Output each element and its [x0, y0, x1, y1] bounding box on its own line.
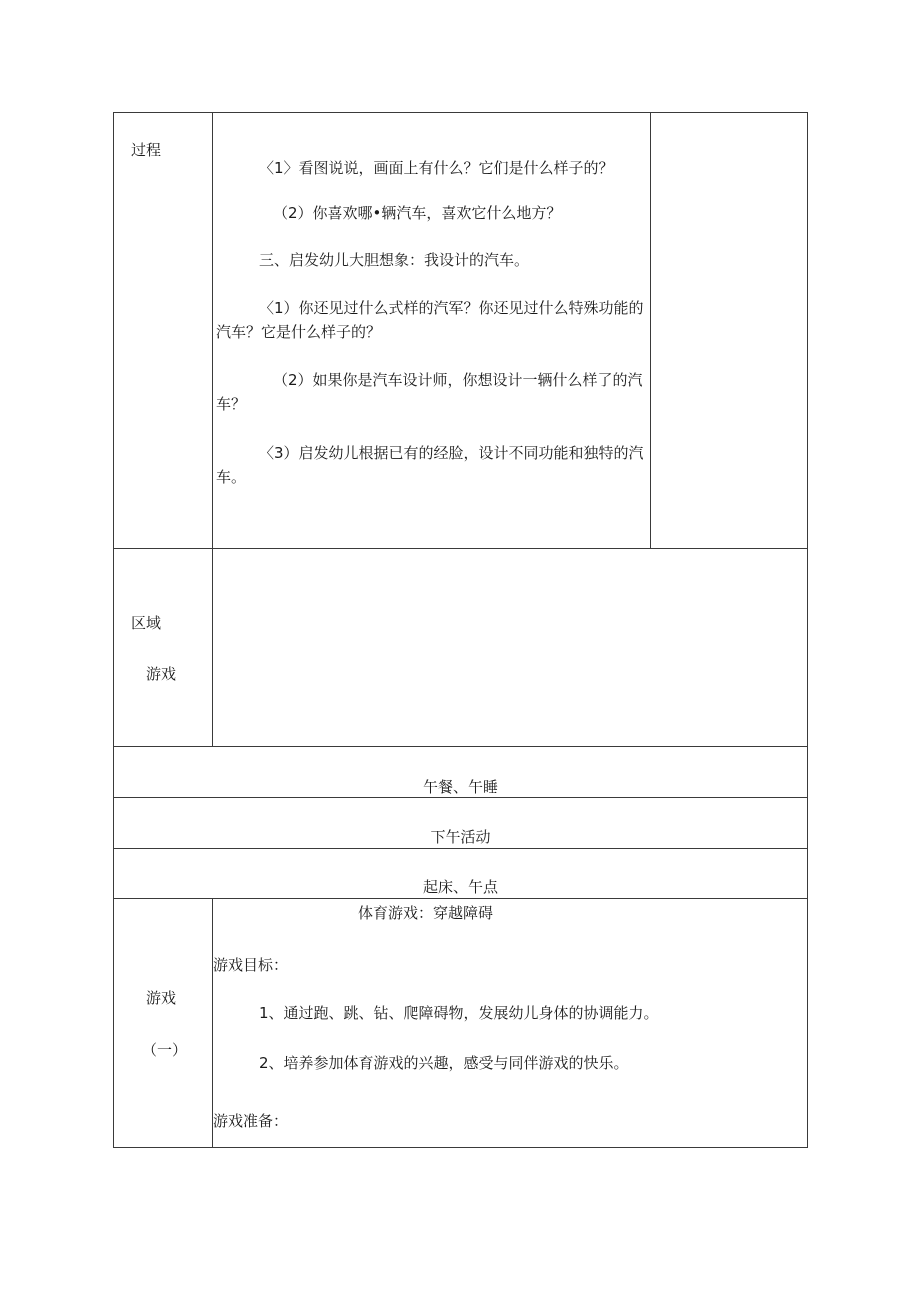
- game-title: 体育游戏：穿越障碍: [358, 904, 494, 922]
- process-item-4: 〈1）你还见过什么式样的汽军？你还见过什么特殊功能的汽车？它是什么样子的？: [216, 299, 644, 341]
- process-item-3: 三、启发幼儿大胆想象：我设计的汽车。: [259, 251, 530, 269]
- game-label-line1: 游戏: [146, 989, 177, 1007]
- lunch-row-text: 午餐、午睡: [422, 778, 498, 796]
- process-item-2: （2）你喜欢哪•辆汽车，喜欢它什么地方？: [273, 204, 562, 222]
- table-border-bottom: [113, 1147, 808, 1148]
- process-item-5: （2）如果你是汽车设计师，你想设计一辆什么样了的汽车？: [216, 371, 643, 413]
- row-divider-area: [113, 746, 808, 747]
- process-label: 过程: [131, 141, 162, 159]
- game-prep-heading: 游戏准备：: [213, 1112, 289, 1130]
- game-goal-heading: 游戏目标：: [213, 956, 289, 974]
- game-goal-2: 2、培养参加体育游戏的兴趣，感受与同伴游戏的快乐。: [259, 1054, 629, 1072]
- area-label-line1: 区域: [131, 614, 162, 632]
- area-label-line2: 游戏: [146, 665, 177, 683]
- table-border-right: [807, 112, 808, 1148]
- game-goal-1: 1、通过跑、跳、钻、爬障碍物，发展幼儿身体的协调能力。: [259, 1004, 659, 1022]
- game-label-line2: （一）: [142, 1041, 188, 1059]
- wakeup-row-text: 起床、午点: [422, 878, 498, 896]
- column-divider-notes: [650, 112, 651, 549]
- process-item-1: 〈1〉看图说说，画面上有什么？它们是什么样子的？: [259, 159, 614, 177]
- table-border-top: [113, 112, 808, 113]
- table-border-left: [113, 112, 114, 1148]
- column-divider-label: [212, 112, 213, 747]
- afternoon-row-text: 下午活动: [430, 828, 491, 846]
- process-item-6: 〈3）启发幼儿根据已有的经脸，设计不同功能和独特的汽车。: [216, 444, 644, 486]
- row-divider-process: [113, 548, 808, 549]
